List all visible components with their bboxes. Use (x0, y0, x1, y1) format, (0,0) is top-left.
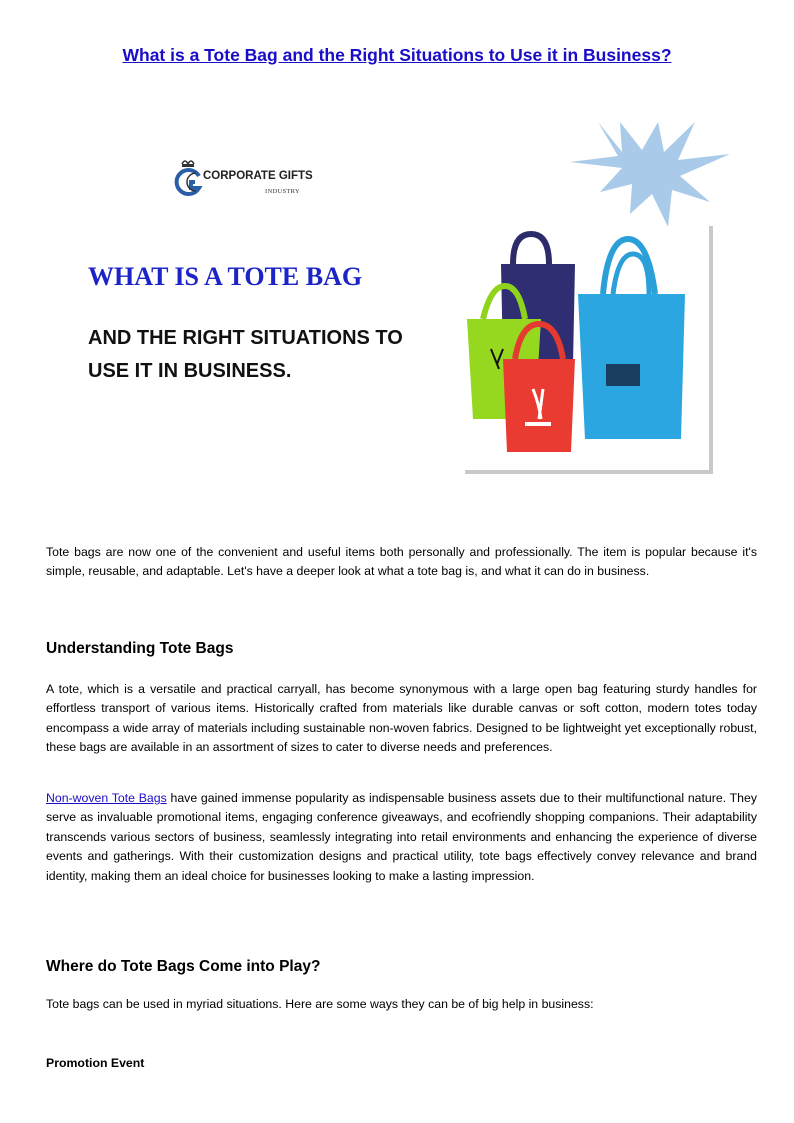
nonwoven-paragraph (46, 789, 757, 886)
document-title-link[interactable]: What is a Tote Bag and the Right Situations to Use it in Business? (122, 45, 672, 65)
nonwoven-paragraph-text: have gained immense popularity as indispensable business assets due to their multifunctional nature. They serve as invaluable promotional items, engaging conference giveaways, and ecofriendly shopping companions. Their adaptability transcends various sectors of business, seamlessly integrating into retail environments and enhancing the experience of diverse events and gatherings. With their customization designs and practical utility, tote bags effectively convey relevance and brand identity, making them an ideal choice for businesses looking to make a lasting impression. (46, 791, 757, 883)
banner-subheading-line2: USE IT IN BUSINESS. (88, 360, 292, 382)
banner-heading: WHAT IS A TOTE BAG (88, 262, 363, 291)
banner-subheading-line1: AND THE RIGHT SITUATIONS TO (88, 327, 403, 349)
subsection-heading-promotion: Promotion Event (46, 1056, 145, 1070)
tote-description-paragraph: A tote, which is a versatile and practical carryall, has become synonymous with a large open bag featuring sturdy handles for effortless transport of various items. Historically crafted from materials like durable canvas or soft cotton, modern totes today encompass a wide array of materials including sustainable non-woven fabrics. Designed to be lightweight yet exceptionally robust, these bags are available in an assortment of sizes to cater to diverse needs and preferences. (46, 682, 757, 755)
nonwoven-tote-bags-link[interactable]: Non-woven Tote Bags (46, 791, 167, 805)
where-paragraph: Tote bags can be used in myriad situations. Here are some ways they can be of big help in business: (46, 997, 594, 1011)
tote-bags-image (463, 224, 713, 474)
star-decoration (560, 122, 730, 227)
section-heading-where: Where do Tote Bags Come into Play? (46, 958, 321, 975)
section-heading-understanding: Understanding Tote Bags (46, 640, 234, 657)
logo-name: CORPORATE GIFTS (203, 170, 313, 182)
intro-paragraph: Tote bags are now one of the convenient and useful items both personally and professionally. The item is popular because it's simple, reusable, and adaptable. Let's have a deeper look at what a tote bag is, and what it can do in business. (46, 545, 757, 579)
logo-subtitle: INDUSTRY (265, 188, 300, 195)
